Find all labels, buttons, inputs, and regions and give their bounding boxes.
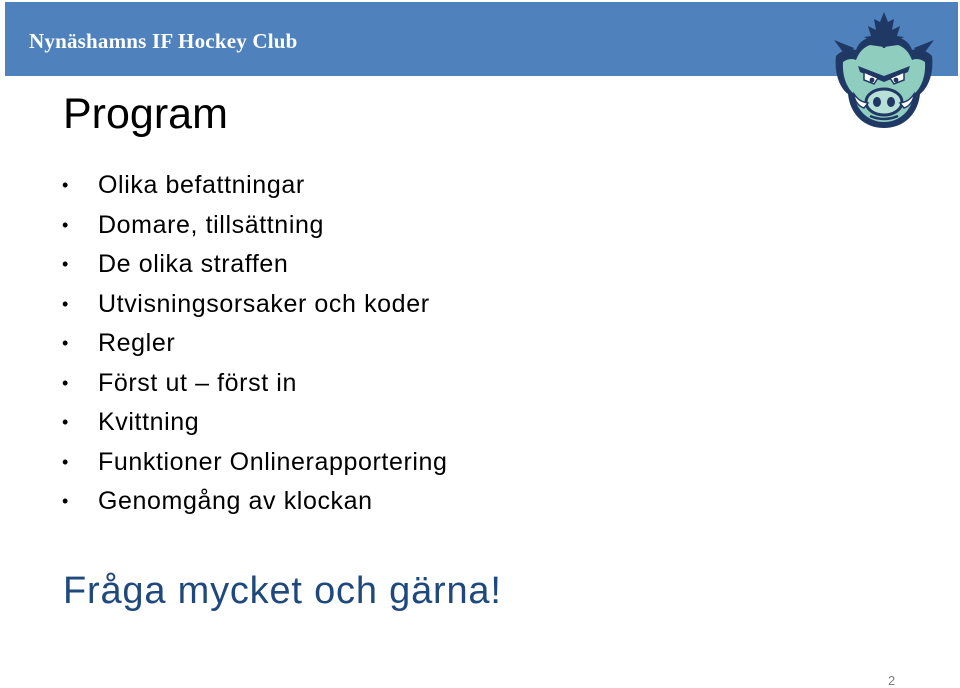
agenda-item [62,324,448,364]
agenda-item-text: Först ut – först in [98,368,297,397]
bullet-icon: • [62,491,69,511]
bullet-icon: • [62,254,69,274]
boar-head-with-maple-leaf-icon [828,10,940,138]
bullet-icon: • [62,175,69,195]
agenda-item-text: Utvisningsorsaker och koder [98,289,430,318]
bullet-icon: • [62,214,69,235]
agenda-item [62,482,448,522]
agenda-item [62,285,448,325]
agenda-item [62,403,448,443]
agenda-item-text: Funktioner Onlinerapportering [98,447,448,476]
agenda-item-text: Regler [98,329,176,357]
agenda-item [62,364,448,404]
bullet-icon: • [62,412,69,432]
slide-title: Program [63,90,228,138]
page-number: 2 [888,673,896,688]
bullet-icon: • [62,451,69,472]
agenda-item [62,166,448,206]
agenda-item [62,245,448,285]
bullet-icon: • [62,372,69,393]
agenda-item-text: Olika befattningar [98,171,305,199]
agenda-item-text: Kvittning [98,408,200,436]
agenda-item-text: De olika straffen [98,250,289,278]
agenda-item [62,443,448,483]
agenda-item-text: Genomgång av klockan [98,487,373,515]
agenda-list [62,166,448,522]
agenda-item-text: Domare, tillsättning [98,210,324,239]
bullet-icon: • [62,293,69,314]
closing-message: Fråga mycket och gärna! [63,570,502,612]
club-name: Nynäshamns IF Hockey Club [29,29,298,53]
bullet-icon: • [62,333,69,353]
header-bar [5,2,958,76]
agenda-item [62,206,448,246]
